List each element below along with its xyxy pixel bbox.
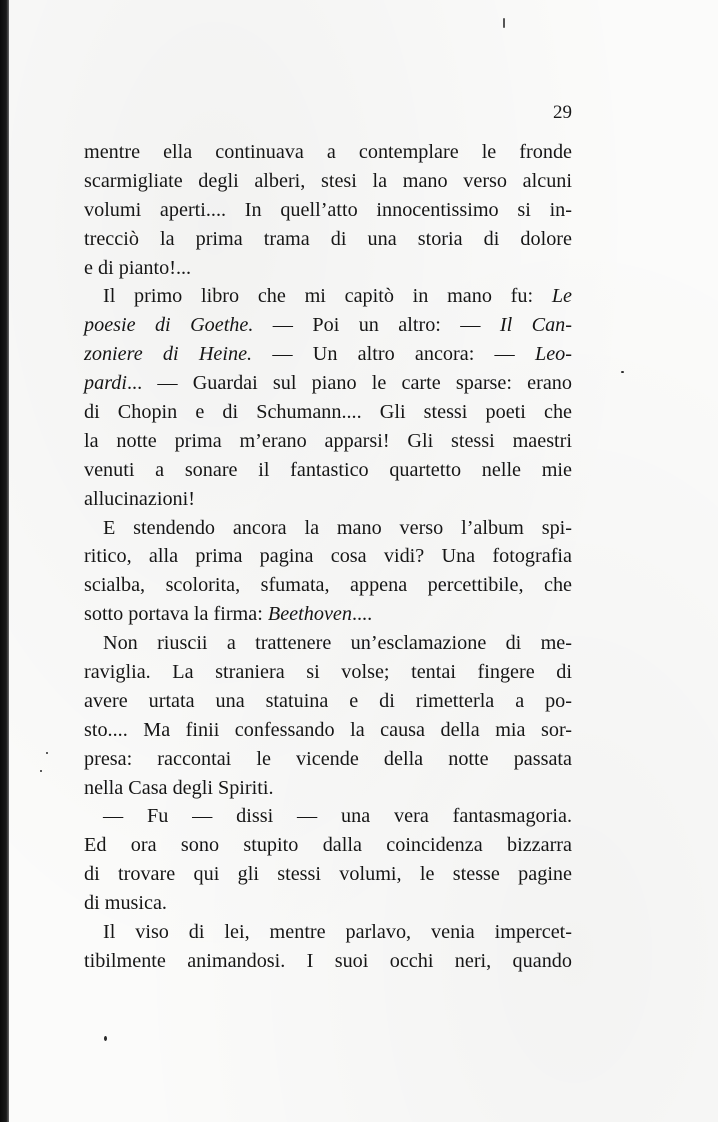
text-line: volumi aperti.... In quell’atto innocentissimo si in- (84, 198, 572, 221)
text-line: nella Casa degli Spiriti. (84, 776, 274, 799)
text-line: di trovare qui gli stessi volumi, le stesse pagine (84, 863, 572, 886)
ink-speck (621, 371, 624, 373)
text-line: Non riuscii a trattenere un’esclamazione di me- (103, 632, 572, 655)
ink-speck (46, 752, 48, 754)
binding-edge (0, 0, 9, 1122)
text-line: sotto portava la firma: Beethoven.... (84, 603, 373, 626)
text-line: sto.... Ma finii confessando la causa della mia sor- (84, 718, 572, 741)
text-line: mentre ella continuava a contemplare le fronde (84, 141, 572, 163)
text-line: E stendendo ancora la mano verso l’album spi- (103, 516, 572, 539)
text-line: scarmigliate degli alberi, stesi la mano verso alcuni (84, 169, 572, 192)
page-number: 29 (553, 102, 572, 123)
text-line: tibilmente animandosi. I suoi occhi neri, quando (84, 949, 572, 972)
body-text (84, 138, 572, 976)
ink-speck (104, 1036, 107, 1041)
text-line: — Fu — dissi — una vera fantasmagoria. (103, 805, 572, 828)
text-line: Il primo libro che mi capitò in mano fu: Le (103, 285, 572, 308)
text-line: venuti a sonare il fantastico quartetto nelle mie (84, 458, 572, 481)
text-line: presa: raccontai le vicende della notte passata (84, 747, 572, 770)
text-line: trecciò la prima trama di una storia di dolore (84, 227, 572, 250)
ink-speck (503, 18, 505, 28)
text-line: scialba, scolorita, sfumata, appena percettibile, che (84, 574, 572, 597)
ink-speck (40, 770, 42, 772)
text-line: Ed ora sono stupito dalla coincidenza bizzarra (84, 834, 572, 857)
text-line: e di pianto!... (84, 256, 192, 279)
text-line: zoniere di Heine. — Un altro ancora: — Leo- (84, 343, 572, 366)
text-line: pardi... — Guardai sul piano le carte sparse: erano (84, 372, 572, 395)
text-line: ritico, alla prima pagina cosa vidi? Una fotografia (84, 545, 572, 568)
text-line: allucinazioni! (84, 487, 195, 510)
text-line: di Chopin e di Schumann.... Gli stessi poeti che (84, 401, 572, 424)
text-line: di musica. (84, 892, 167, 915)
text-line: avere urtata una statuina e di rimetterla a po- (84, 689, 572, 712)
text-line: raviglia. La straniera si volse; tentai fingere di (84, 661, 572, 684)
text-line: la notte prima m’erano apparsi! Gli stessi maestri (84, 429, 572, 452)
text-line: poesie di Goethe. — Poi un altro: — Il Can- (84, 314, 572, 337)
text-line: Il viso di lei, mentre parlavo, venia impercet- (103, 921, 572, 944)
